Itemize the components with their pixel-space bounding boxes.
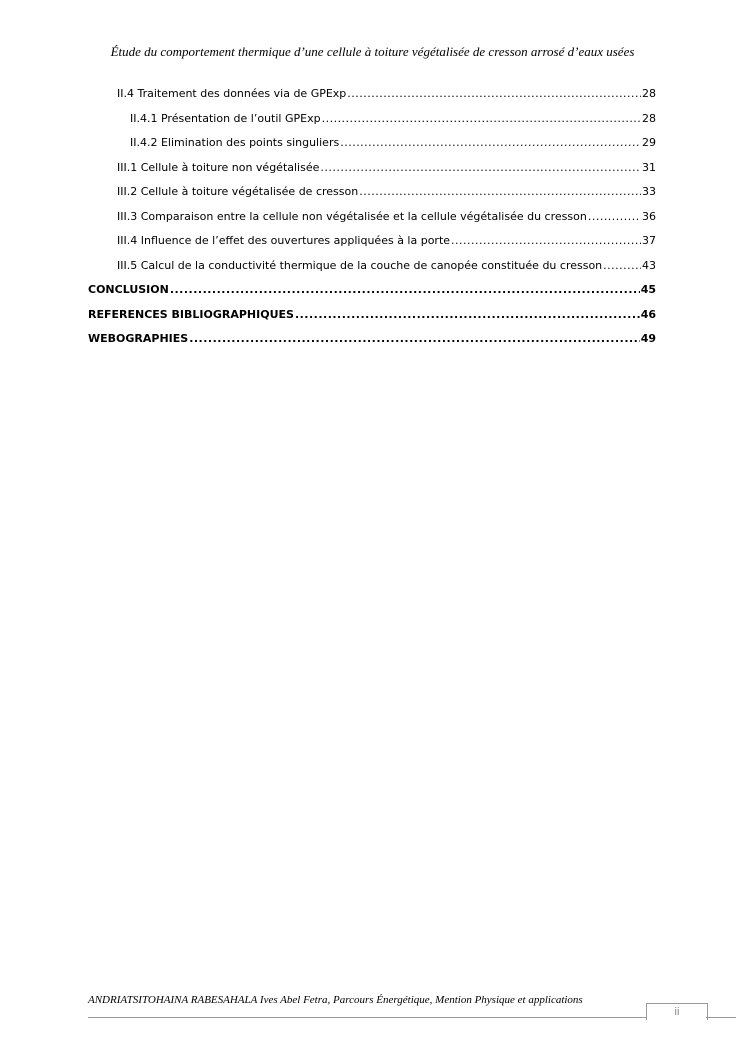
toc-entry-title: REFERENCES BIBLIOGRAPHIQUES — [88, 307, 294, 321]
footer-rule — [88, 1017, 646, 1018]
toc-entry[interactable] — [88, 112, 656, 137]
toc-leader-dots — [189, 332, 639, 345]
toc-entry-title: II.4.1 Présentation de l’outil GPExp — [130, 111, 321, 125]
running-header: Étude du comportement thermique d’une cellule à toiture végétalisée de cresson arrosé d’eaux usées — [110, 44, 635, 59]
toc-leader-dots — [320, 161, 641, 174]
toc-leader-dots — [603, 259, 641, 272]
toc-entry[interactable] — [88, 210, 656, 235]
toc-entry[interactable] — [88, 161, 656, 186]
toc-leader-dots — [347, 87, 641, 100]
toc-entry[interactable] — [88, 136, 656, 161]
toc-entry-title: III.2 Cellule à toiture végétalisée de cresson — [117, 185, 359, 198]
toc-entry-references[interactable] — [88, 308, 656, 333]
toc-entry[interactable] — [88, 259, 656, 284]
toc-entry[interactable] — [88, 87, 656, 112]
toc-leader-dots — [322, 112, 641, 125]
toc-leader-dots — [359, 185, 641, 198]
toc-entry-page: 43 — [642, 258, 656, 272]
toc-entry-page: 36 — [642, 209, 656, 223]
page-number: ii — [674, 1006, 680, 1018]
toc-entry-title: II.4 Traitement des données via de GPExp — [117, 87, 347, 100]
toc-entry-page: 28 — [642, 111, 656, 125]
toc-entry-title: III.1 Cellule à toiture non végétalisée — [117, 160, 320, 174]
toc-entry-page: 29 — [642, 136, 656, 149]
toc-entry-title: CONCLUSION — [88, 283, 169, 296]
footer-rule-right — [706, 1017, 736, 1018]
toc-entry-page: 45 — [640, 283, 656, 296]
toc-entry-page: 49 — [640, 332, 656, 345]
toc-leader-dots — [451, 234, 641, 247]
toc-entry-page: 31 — [642, 160, 656, 174]
footer-author: ANDRIATSITOHAINA RABESAHALA Ives Abel Fetra, Parcours Énergétique, Mention Physique et applications — [88, 994, 583, 1006]
toc-leader-dots — [588, 210, 641, 223]
toc-leader-dots — [295, 308, 640, 321]
toc-entry-page: 28 — [642, 87, 656, 100]
toc-leader-dots — [170, 283, 640, 296]
toc-entry-title: III.3 Comparaison entre la cellule non végétalisée et la cellule végétalisée du cresson — [117, 209, 587, 223]
toc-entry-page: 46 — [640, 307, 656, 321]
toc-entry[interactable] — [88, 185, 656, 210]
toc-entry-page: 37 — [642, 234, 656, 247]
toc-entry-title: III.4 Influence de l’effet des ouvertures appliquées à la porte — [117, 234, 451, 247]
toc-entry-page: 33 — [642, 185, 656, 198]
toc-entry-title: III.5 Calcul de la conductivité thermique de la couche de canopée constituée du cresson — [117, 258, 603, 272]
toc-entry-title: WEBOGRAPHIES — [88, 332, 189, 345]
toc-entry-title: II.4.2 Elimination des points singuliers — [130, 136, 340, 149]
table-of-contents — [88, 87, 656, 357]
toc-entry-webographies[interactable] — [88, 332, 656, 357]
toc-entry-conclusion[interactable] — [88, 283, 656, 308]
toc-leader-dots — [340, 136, 641, 149]
toc-entry[interactable] — [88, 234, 656, 259]
